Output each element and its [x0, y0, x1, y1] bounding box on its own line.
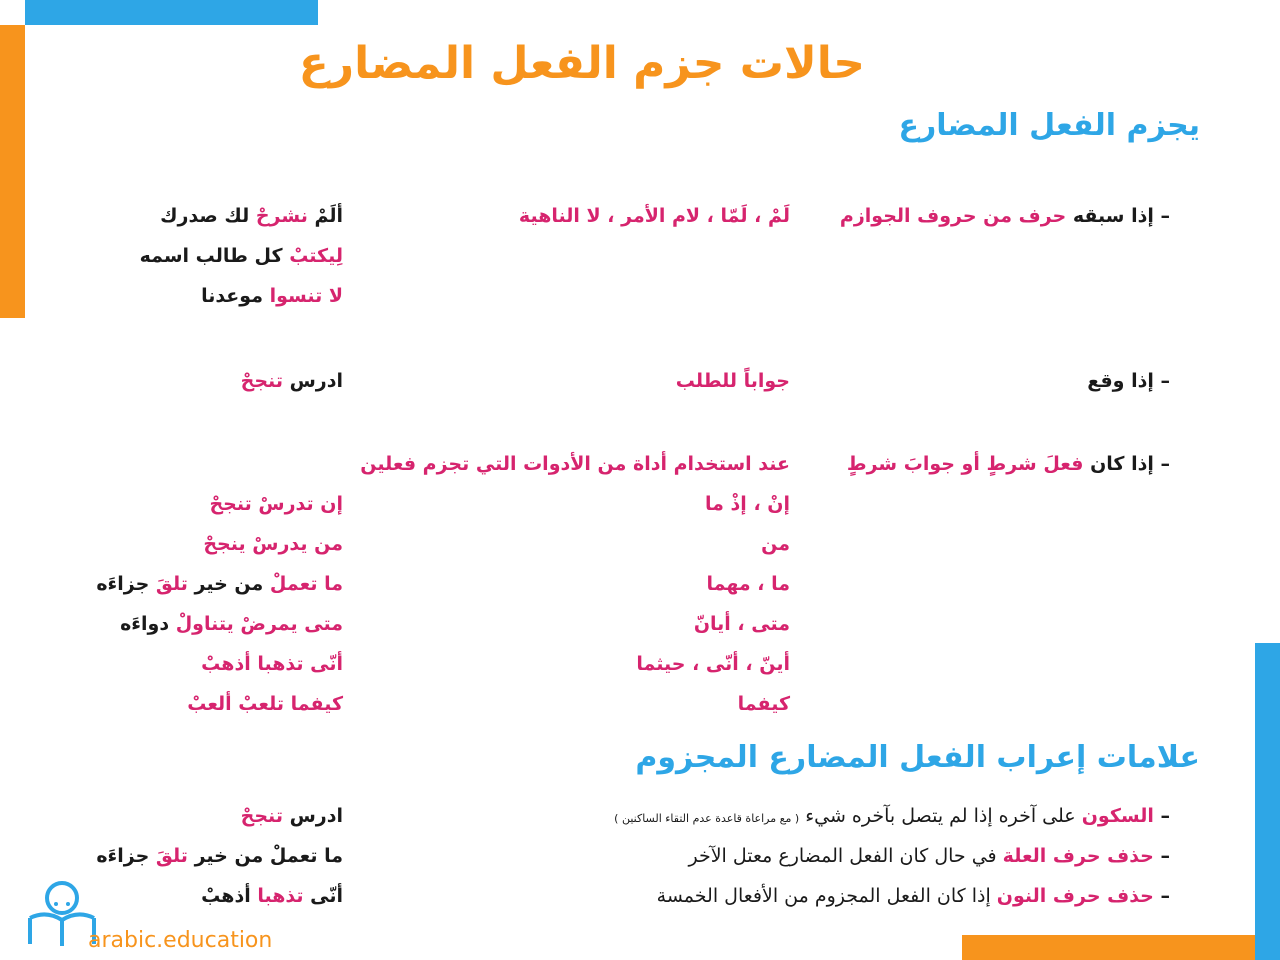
mark-highlight: السكون [1081, 805, 1154, 827]
row2-example [241, 370, 343, 392]
row2-answer: جواباً للطلب [675, 370, 790, 392]
example-word: ادرس [282, 370, 343, 392]
example-verb: لا تنسوا [269, 285, 343, 307]
row2-text: إذا وقع [1087, 370, 1154, 392]
example-word: لك صدرك [160, 205, 256, 227]
bottom-orange-bar [962, 935, 1255, 960]
mark-example [96, 845, 343, 867]
example-verb: تلقَ [155, 573, 188, 595]
row1-text: إذا سبقه [1066, 205, 1154, 227]
mark-highlight: حذف حرف النون [996, 885, 1154, 907]
section-heading-jazm: يجزم الفعل المضارع [898, 108, 1200, 143]
mark-text: على آخره إذا لم يتصل بآخره شيء [799, 805, 1082, 827]
example-verb: لِيكتبْ [289, 245, 343, 267]
mark-item [614, 805, 1170, 827]
tool-example: إن تدرسْ تنجحْ [209, 493, 343, 515]
row1-example-1 [160, 205, 343, 227]
tool-item: متى ، أيانّ [693, 613, 790, 635]
tool-example: كيفما تلعبْ ألعبْ [187, 693, 343, 715]
bullet-dash: – [1160, 845, 1170, 867]
row3-highlight: فعلَ شرطٍ أو جوابَ شرطٍ [846, 453, 1084, 475]
tool-item: من [761, 533, 790, 555]
top-blue-bar [25, 0, 318, 25]
row1-particles: لَمْ ، لَمّا ، لام الأمر ، لا الناهية [518, 205, 790, 227]
row3-text: إذا كان [1083, 453, 1154, 475]
section-heading-marks: علامات إعراب الفعل المضارع المجزوم [635, 740, 1200, 775]
example-verb: ما تعملْ [269, 573, 343, 595]
mark-example [241, 805, 343, 827]
example-word: جزاءَه [96, 573, 156, 595]
example-word: من خير [187, 573, 270, 595]
row3-usage: عند استخدام أداة من الأدوات التي تجزم فعلين [360, 453, 790, 475]
row1-condition [840, 205, 1170, 227]
mark-highlight: حذف حرف العلة [1002, 845, 1154, 867]
mark-item [657, 885, 1170, 907]
example-word: أذهبْ [201, 885, 258, 907]
logo-text: arabic.education [88, 928, 273, 953]
example-word: ما تعملْ من خير [187, 845, 343, 867]
tool-example: أنّى تذهبا أذهبْ [201, 653, 343, 675]
tool-example [96, 573, 343, 595]
mark-text: إذا كان الفعل المجزوم من الأفعال الخمسة [656, 885, 997, 907]
left-orange-bar [0, 25, 25, 318]
bullet-dash: – [1160, 205, 1170, 227]
tool-example [120, 613, 343, 635]
bullet-dash: – [1160, 453, 1170, 475]
tool-item: إنْ ، إذْ ما [705, 493, 790, 515]
example-word: ألَمْ [307, 205, 343, 227]
row2-condition [1087, 370, 1170, 392]
example-word: ادرس [282, 805, 343, 827]
tool-item: ما ، مهما [706, 573, 790, 595]
row1-highlight: حرف من حروف الجوازم [839, 205, 1067, 227]
example-word: موعدنا [201, 285, 270, 307]
example-word: جزاءَه [96, 845, 156, 867]
mark-note: ( مع مراعاة قاعدة عدم التقاء الساكنين ) [614, 812, 800, 825]
page-title: حالات جزم الفعل المضارع [298, 38, 865, 89]
bullet-dash: – [1160, 805, 1170, 827]
example-verb: تلقَ [155, 845, 188, 867]
mark-text: في حال كان الفعل المضارع معتل الآخر [688, 845, 1003, 867]
row1-example-2 [140, 245, 343, 267]
tool-item: كيفما [737, 693, 790, 715]
example-verb: تنجحْ [240, 805, 283, 827]
tool-example: من يدرسْ ينجحْ [203, 533, 343, 555]
bullet-dash: – [1160, 370, 1170, 392]
row3-condition [847, 453, 1170, 475]
example-verb: تذهبا [257, 885, 304, 907]
bullet-dash: – [1160, 885, 1170, 907]
example-verb: تنجحْ [240, 370, 283, 392]
example-word: دواءَه [120, 613, 176, 635]
right-blue-bar [1255, 643, 1280, 960]
example-verb: متى يمرضْ يتناولْ [175, 613, 343, 635]
tool-item: أينّ ، أنّى ، حيثما [636, 653, 790, 675]
example-word: كل طالب اسمه [139, 245, 290, 267]
row1-example-3 [201, 285, 343, 307]
mark-item [688, 845, 1170, 867]
example-word: أنّى [303, 885, 343, 907]
example-verb: نشرحْ [255, 205, 308, 227]
